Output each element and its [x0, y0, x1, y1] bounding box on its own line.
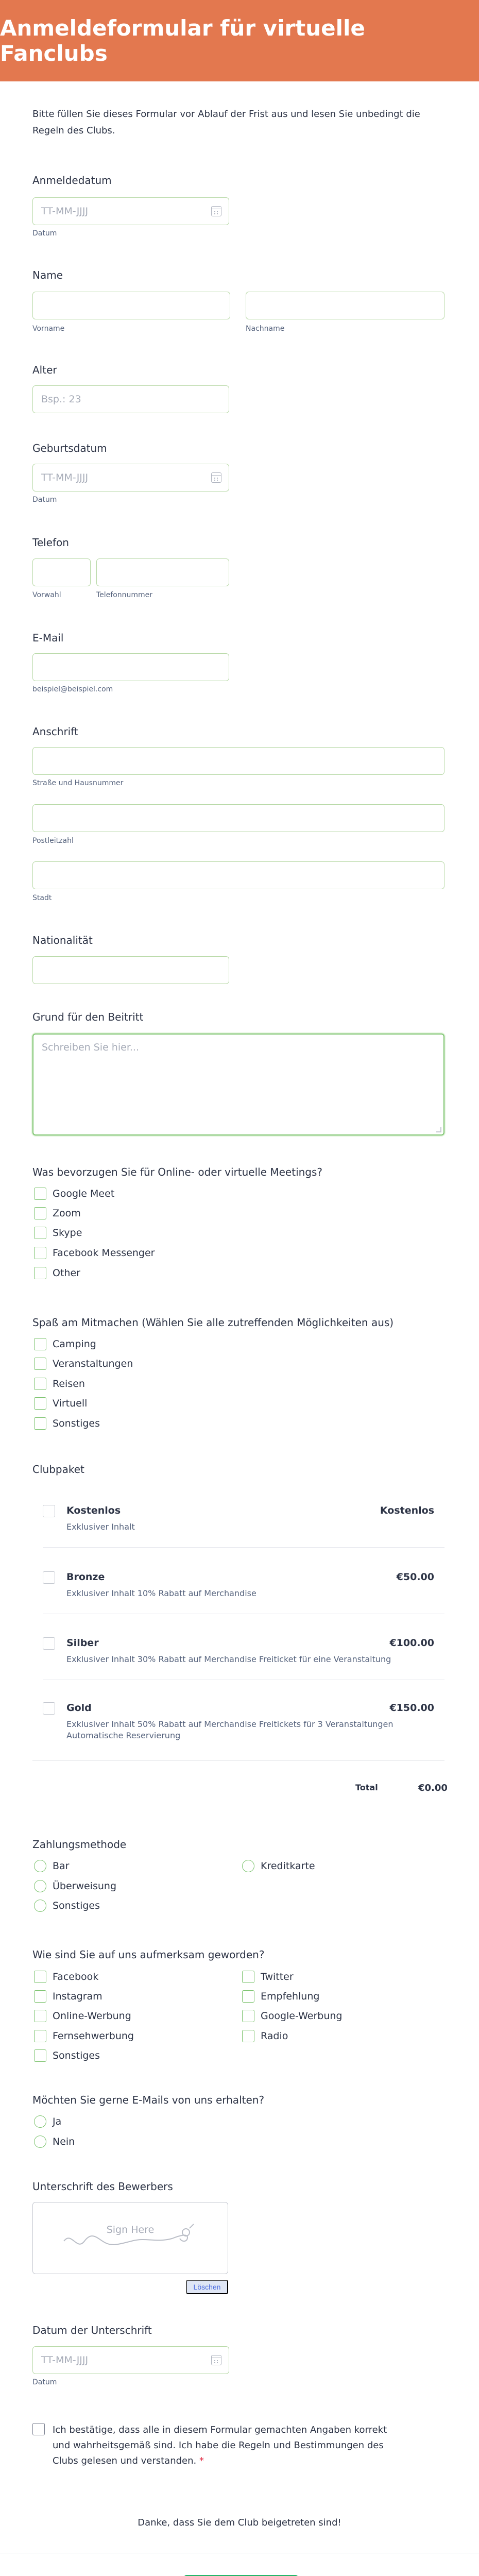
checkbox[interactable]	[34, 2010, 46, 2022]
payment-option[interactable]	[34, 1900, 100, 1912]
alter-label: Alter	[32, 364, 57, 376]
source-option[interactable]	[242, 1971, 294, 1983]
vorname-sublabel: Vorname	[32, 325, 65, 333]
option-label: Radio	[261, 2030, 288, 2042]
checkbox[interactable]	[242, 2030, 254, 2042]
radio[interactable]	[34, 1860, 46, 1872]
form-header	[0, 0, 479, 81]
strasse-input[interactable]	[32, 747, 444, 775]
checkbox[interactable]	[34, 1227, 46, 1239]
product-description: Exklusiver Inhalt 30% Rabatt auf Merchandise Freiticket für eine Veranstaltung	[66, 1654, 391, 1664]
grund-textarea[interactable]	[32, 1033, 444, 1136]
datum-unterschrift-sublabel: Datum	[32, 2378, 57, 2386]
plz-sublabel: Postleitzahl	[32, 837, 74, 845]
checkbox[interactable]	[43, 1571, 55, 1584]
aufmerksam-label: Wie sind Sie auf uns aufmerksam geworden?	[32, 1948, 265, 1961]
anmeldedatum-label: Anmeldedatum	[32, 174, 112, 187]
option-label: Sonstiges	[53, 1900, 100, 1911]
checkbox[interactable]	[43, 1505, 55, 1517]
mitmachen-option[interactable]	[34, 1358, 133, 1370]
checkbox[interactable]	[34, 2049, 46, 2062]
form-title: Anmeldeformular für virtuelle Fanclubs	[0, 15, 365, 66]
geburtsdatum-input[interactable]	[32, 464, 229, 492]
datum-unterschrift-placeholder: TT-MM-JJJJ	[41, 2354, 89, 2366]
source-option[interactable]	[242, 2010, 342, 2022]
calendar-icon[interactable]	[211, 472, 221, 483]
checkbox[interactable]	[34, 1188, 46, 1200]
checkbox[interactable]	[34, 1971, 46, 1983]
option-label: Sonstiges	[53, 2050, 100, 2061]
email-label: E-Mail	[32, 632, 64, 644]
option-label: Überweisung	[53, 1880, 117, 1892]
product-description: Exklusiver Inhalt 50% Rabatt auf Merchandise Freitickets für 3 Veranstaltungen Automatische Reservierung	[66, 1719, 394, 1740]
product-item[interactable]	[32, 1635, 444, 1682]
total-value: €0.00	[418, 1783, 448, 1793]
vorname-input[interactable]	[32, 292, 230, 319]
source-option[interactable]	[34, 2049, 100, 2062]
product-price: Kostenlos	[380, 1505, 434, 1516]
alter-input[interactable]	[32, 385, 229, 413]
product-description: Exklusiver Inhalt	[66, 1522, 135, 1532]
geburtsdatum-sublabel: Datum	[32, 496, 57, 504]
total-label: Total	[355, 1783, 378, 1792]
form-intro: Bitte füllen Sie dieses Formular vor Ablauf der Frist aus und lesen Sie unbedingt die Regeln des Clubs.	[32, 109, 420, 136]
signature-hint: Sign Here	[106, 2224, 155, 2235]
stadt-sublabel: Stadt	[32, 894, 52, 902]
calendar-icon[interactable]	[211, 206, 221, 216]
mitmachen-option[interactable]	[34, 1397, 87, 1410]
option-label: Nein	[53, 2136, 75, 2147]
thank-you-text: Danke, dass Sie dem Club beigetreten sind!	[138, 2517, 341, 2528]
radio[interactable]	[34, 1880, 46, 1892]
meeting-option[interactable]	[34, 1207, 81, 1219]
strasse-sublabel: Straße und Hausnummer	[32, 779, 124, 787]
anmeldedatum-placeholder: TT-MM-JJJJ	[41, 206, 89, 217]
mitmachen-label: Spaß am Mitmachen (Wählen Sie alle zutreffenden Möglichkeiten aus)	[32, 1316, 394, 1329]
checkbox[interactable]	[34, 1990, 46, 2003]
option-label: Skype	[53, 1227, 82, 1239]
option-label: Virtuell	[53, 1398, 88, 1409]
option-label: Ja	[53, 2116, 62, 2127]
product-description: Exklusiver Inhalt 10% Rabatt auf Merchandise	[66, 1588, 256, 1598]
unterschrift-label: Unterschrift des Bewerbers	[32, 2180, 173, 2193]
checkbox[interactable]	[34, 1397, 46, 1410]
telefonnummer-input[interactable]	[96, 558, 229, 586]
checkbox[interactable]	[242, 1971, 254, 1983]
stadt-input[interactable]	[32, 861, 444, 889]
product-price: €150.00	[389, 1702, 434, 1714]
clear-signature-button[interactable]: Löschen	[186, 2280, 228, 2294]
consent-checkbox[interactable]	[32, 2423, 45, 2435]
option-label: Facebook	[53, 1971, 99, 1982]
plz-input[interactable]	[32, 804, 444, 832]
telefonnummer-sublabel: Telefonnummer	[96, 591, 153, 599]
source-option[interactable]	[34, 1990, 102, 2003]
checkbox[interactable]	[34, 1247, 46, 1259]
meeting-option[interactable]	[34, 1267, 80, 1279]
option-label: Kreditkarte	[261, 1860, 315, 1872]
payment-option[interactable]	[34, 1860, 70, 1872]
email-input[interactable]	[32, 653, 229, 681]
option-label: Zoom	[53, 1208, 81, 1219]
option-label: Reisen	[53, 1378, 85, 1389]
product-price: €50.00	[396, 1571, 434, 1583]
checkbox[interactable]	[242, 2010, 254, 2022]
signature-pad[interactable]	[32, 2202, 228, 2274]
product-name: Bronze	[66, 1571, 105, 1583]
datum-unterschrift-input[interactable]	[32, 2346, 229, 2374]
option-label: Other	[53, 1267, 80, 1279]
checkbox[interactable]	[34, 1417, 46, 1430]
product-name: Silber	[66, 1637, 99, 1649]
emails-option[interactable]	[34, 2136, 75, 2148]
mitmachen-option[interactable]	[34, 1338, 96, 1350]
product-item[interactable]	[32, 1569, 444, 1616]
nachname-sublabel: Nachname	[246, 325, 285, 333]
anmeldedatum-sublabel: Datum	[32, 229, 57, 238]
calendar-icon[interactable]	[211, 2355, 221, 2365]
zahlungsmethode-label: Zahlungsmethode	[32, 1838, 127, 1851]
mitmachen-option[interactable]	[34, 1417, 100, 1430]
grund-label: Grund für den Beitritt	[32, 1011, 144, 1023]
consent-label: Ich bestätige, dass alle in diesem Formular gemachten Angaben korrekt und wahrheitsgemäß sind. Ich habe die Regeln und Bestimmungen des Clubs gelesen und verstanden.	[53, 2425, 387, 2466]
required-marker: *	[199, 2455, 204, 2466]
name-label: Name	[32, 269, 63, 281]
checkbox[interactable]	[242, 1990, 254, 2003]
meeting-option[interactable]	[34, 1227, 82, 1239]
option-label: Instagram	[53, 1991, 102, 2002]
product-item[interactable]	[32, 1503, 444, 1549]
checkbox[interactable]	[34, 1267, 46, 1279]
radio[interactable]	[34, 2115, 46, 2128]
option-label: Fernsehwerbung	[53, 2030, 134, 2042]
product-price: €100.00	[389, 1637, 434, 1649]
option-label: Facebook Messenger	[53, 1247, 155, 1259]
divider	[43, 1547, 444, 1548]
checkbox[interactable]	[43, 1702, 55, 1715]
vorwahl-input[interactable]	[32, 558, 91, 586]
payment-option[interactable]	[242, 1860, 315, 1872]
option-label: Veranstaltungen	[53, 1358, 133, 1369]
option-label: Camping	[53, 1338, 96, 1350]
consent-text	[53, 2422, 403, 2469]
telefon-label: Telefon	[32, 536, 69, 549]
meetings-label: Was bevorzugen Sie für Online- oder virtuelle Meetings?	[32, 1166, 323, 1178]
checkbox[interactable]	[34, 2030, 46, 2042]
anschrift-label: Anschrift	[32, 725, 78, 738]
option-label: Online-Werbung	[53, 2010, 131, 2022]
option-label: Twitter	[261, 1971, 294, 1982]
product-name: Gold	[66, 1702, 92, 1714]
source-option[interactable]	[34, 2030, 134, 2042]
clubpaket-label: Clubpaket	[32, 1463, 84, 1476]
emails-option[interactable]	[34, 2115, 61, 2128]
alter-placeholder: Bsp.: 23	[41, 394, 81, 405]
product-name: Kostenlos	[66, 1505, 121, 1516]
source-option[interactable]	[34, 1971, 98, 1983]
anmeldedatum-input[interactable]	[32, 197, 229, 225]
geburtsdatum-label: Geburtsdatum	[32, 442, 107, 454]
option-label: Sonstiges	[53, 1418, 100, 1429]
nationalitaet-label: Nationalität	[32, 934, 93, 946]
option-label: Bar	[53, 1860, 70, 1872]
product-item[interactable]	[32, 1700, 444, 1762]
checkbox[interactable]	[34, 1378, 46, 1390]
source-option[interactable]	[34, 2010, 131, 2022]
nationalitaet-input[interactable]	[32, 956, 229, 984]
emails-label: Möchten Sie gerne E-Mails von uns erhalten?	[32, 2094, 265, 2106]
grund-placeholder: Schreiben Sie hier...	[42, 1042, 140, 1053]
email-sublabel: beispiel@beispiel.com	[32, 685, 113, 693]
radio[interactable]	[34, 2136, 46, 2148]
signature-scribble-icon	[33, 2202, 229, 2275]
resize-handle-icon[interactable]	[436, 1127, 441, 1132]
payment-option[interactable]	[34, 1880, 116, 1892]
source-option[interactable]	[242, 2030, 288, 2042]
meeting-option[interactable]	[34, 1188, 114, 1200]
radio[interactable]	[34, 1900, 46, 1912]
option-label: Empfehlung	[261, 1991, 320, 2002]
mitmachen-option[interactable]	[34, 1378, 85, 1390]
radio[interactable]	[242, 1860, 254, 1872]
nachname-input[interactable]	[246, 292, 444, 319]
vorwahl-sublabel: Vorwahl	[32, 591, 61, 599]
checkbox[interactable]	[43, 1637, 55, 1650]
meeting-option[interactable]	[34, 1247, 155, 1259]
source-option[interactable]	[242, 1990, 319, 2003]
option-label: Google Meet	[53, 1188, 115, 1199]
datum-unterschrift-label: Datum der Unterschrift	[32, 2324, 152, 2336]
checkbox[interactable]	[34, 1338, 46, 1350]
checkbox[interactable]	[34, 1207, 46, 1219]
checkbox[interactable]	[34, 1358, 46, 1370]
option-label: Google-Werbung	[261, 2010, 343, 2022]
geburtsdatum-placeholder: TT-MM-JJJJ	[41, 472, 89, 483]
